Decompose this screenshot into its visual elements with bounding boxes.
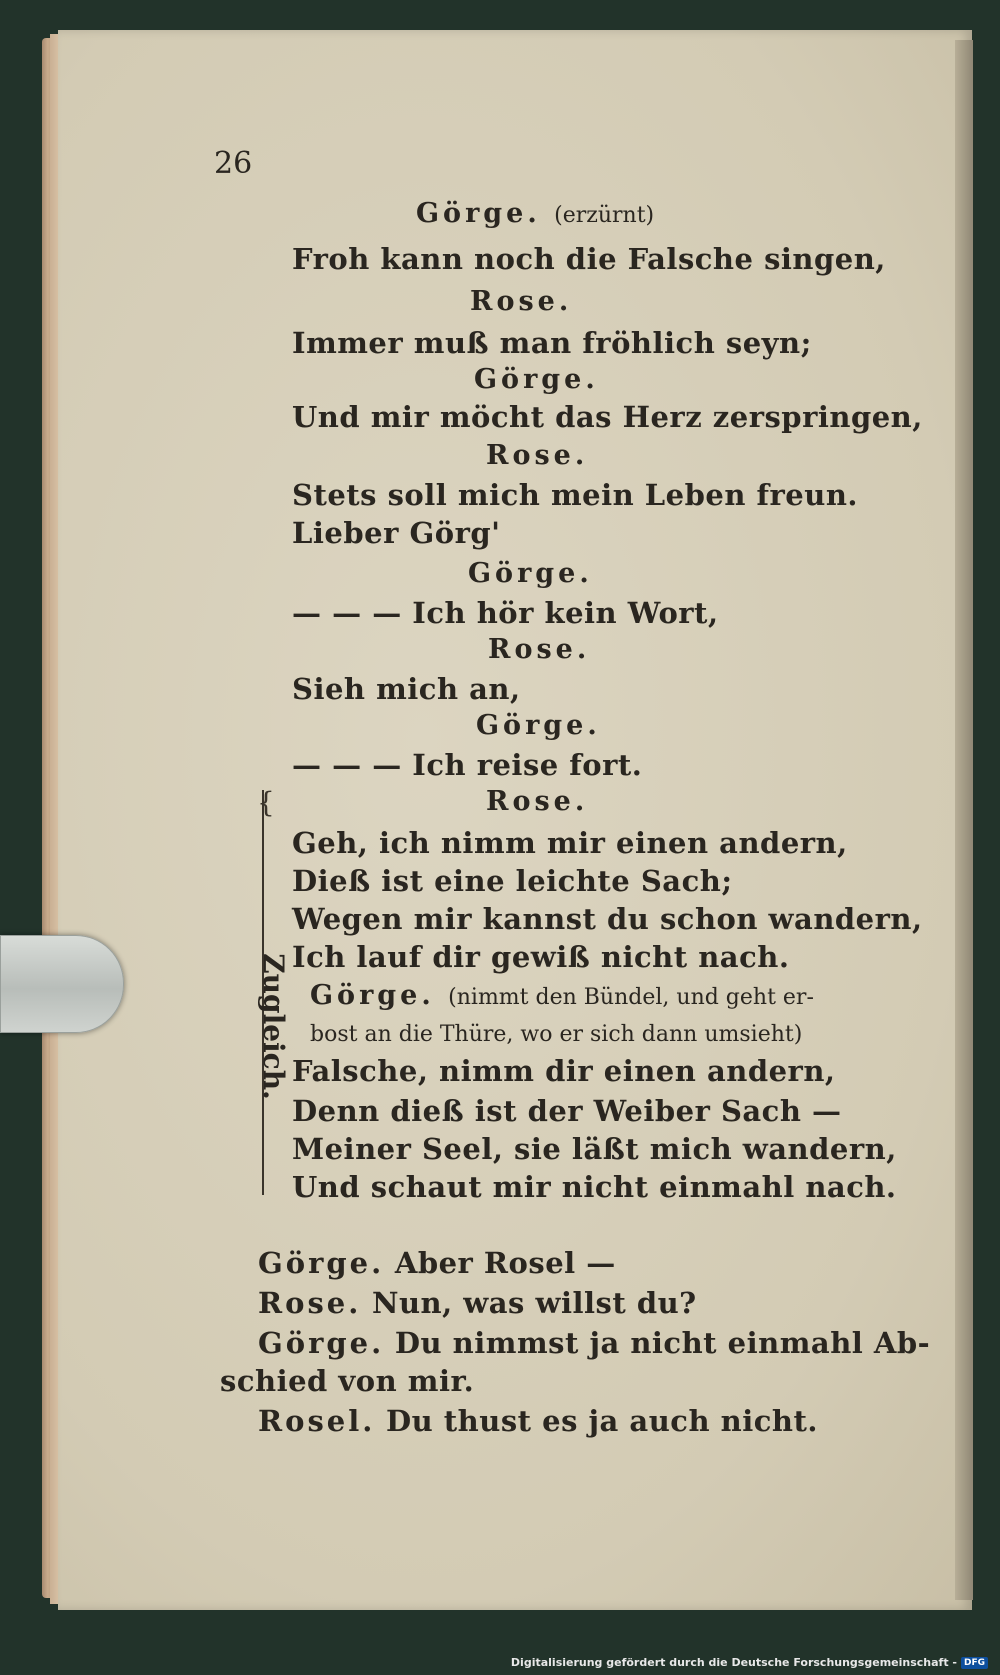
digitization-footer (511, 1656, 988, 1669)
speaker-name: Görge. (416, 198, 541, 229)
verse-line: Ich lauf dir gewiß nicht nach. (292, 940, 790, 974)
verse-line: Meiner Seel, sie läßt mich wandern, (292, 1132, 897, 1166)
speaker-name: Görge. (258, 1326, 385, 1360)
speaker-name: Görge. (310, 980, 435, 1011)
bracket-glyph: { (257, 786, 275, 819)
prose-text: Du nimmst ja nicht einmahl Ab- (394, 1326, 931, 1360)
stage-direction: (erzürnt) (554, 203, 655, 228)
prose-text: schied von mir. (220, 1364, 475, 1398)
prose-text: Du thust es ja auch nicht. (385, 1404, 818, 1438)
verse-line: Froh kann noch die Falsche singen, (292, 242, 886, 276)
verse-line: Stets soll mich mein Leben freun. (292, 478, 858, 512)
speaker-name: Görge. (258, 1246, 385, 1280)
page-number: 26 (214, 146, 253, 181)
dfg-logo: DFG (961, 1657, 988, 1669)
page-gutter (955, 40, 973, 1600)
zugleich-label: Zugleich. (256, 953, 290, 1100)
prose-line (258, 1286, 697, 1320)
speaker-label: Rose. (486, 440, 589, 471)
verse-line: Und schaut mir nicht einmahl nach. (292, 1170, 897, 1204)
stage-direction: bost an die Thüre, wo er sich dann umsieht) (310, 1022, 803, 1047)
speaker-label: Rose. (488, 634, 591, 665)
verse-line: Immer muß man fröhlich seyn; (292, 326, 812, 360)
verse-line: Wegen mir kannst du schon wandern, (292, 902, 923, 936)
verse-line: Geh, ich nimm mir einen andern, (292, 826, 848, 860)
prose-line (220, 1364, 474, 1398)
prose-line (258, 1404, 818, 1438)
prose-line (258, 1246, 616, 1280)
verse-line: Denn dieß ist der Weiber Sach — (292, 1094, 842, 1128)
verse-line: Sieh mich an, (292, 672, 521, 706)
verse-line: — — — Ich hör kein Wort, (292, 596, 719, 630)
speaker-label: Rose. (486, 786, 589, 817)
footer-text: Digitalisierung gefördert durch die Deutsche Forschungsgemeinschaft - (510, 1656, 957, 1669)
speaker-label: Görge. (474, 364, 599, 395)
verse-line: Lieber Görg' (292, 516, 501, 550)
prose-line (258, 1326, 930, 1360)
verse-line: Dieß ist eine leichte Sach; (292, 864, 733, 898)
prose-text: Aber Rosel — (394, 1246, 616, 1280)
stage-direction: (nimmt den Bündel, und geht er- (448, 985, 814, 1010)
speaker-label (416, 198, 654, 229)
speaker-name: Rose. (258, 1286, 362, 1320)
speaker-label: Görge. (476, 710, 601, 741)
prose-text: Nun, was willst du? (371, 1286, 697, 1320)
verse-line: Und mir möcht das Herz zerspringen, (292, 400, 923, 434)
speaker-label (310, 980, 814, 1011)
verse-line: — — — Ich reise fort. (292, 748, 643, 782)
speaker-label: Rose. (470, 286, 573, 317)
speaker-name: Rosel. (258, 1404, 376, 1438)
page-clip (0, 935, 124, 1033)
speaker-label: Görge. (468, 558, 593, 589)
verse-line: Falsche, nimm dir einen andern, (292, 1054, 836, 1088)
